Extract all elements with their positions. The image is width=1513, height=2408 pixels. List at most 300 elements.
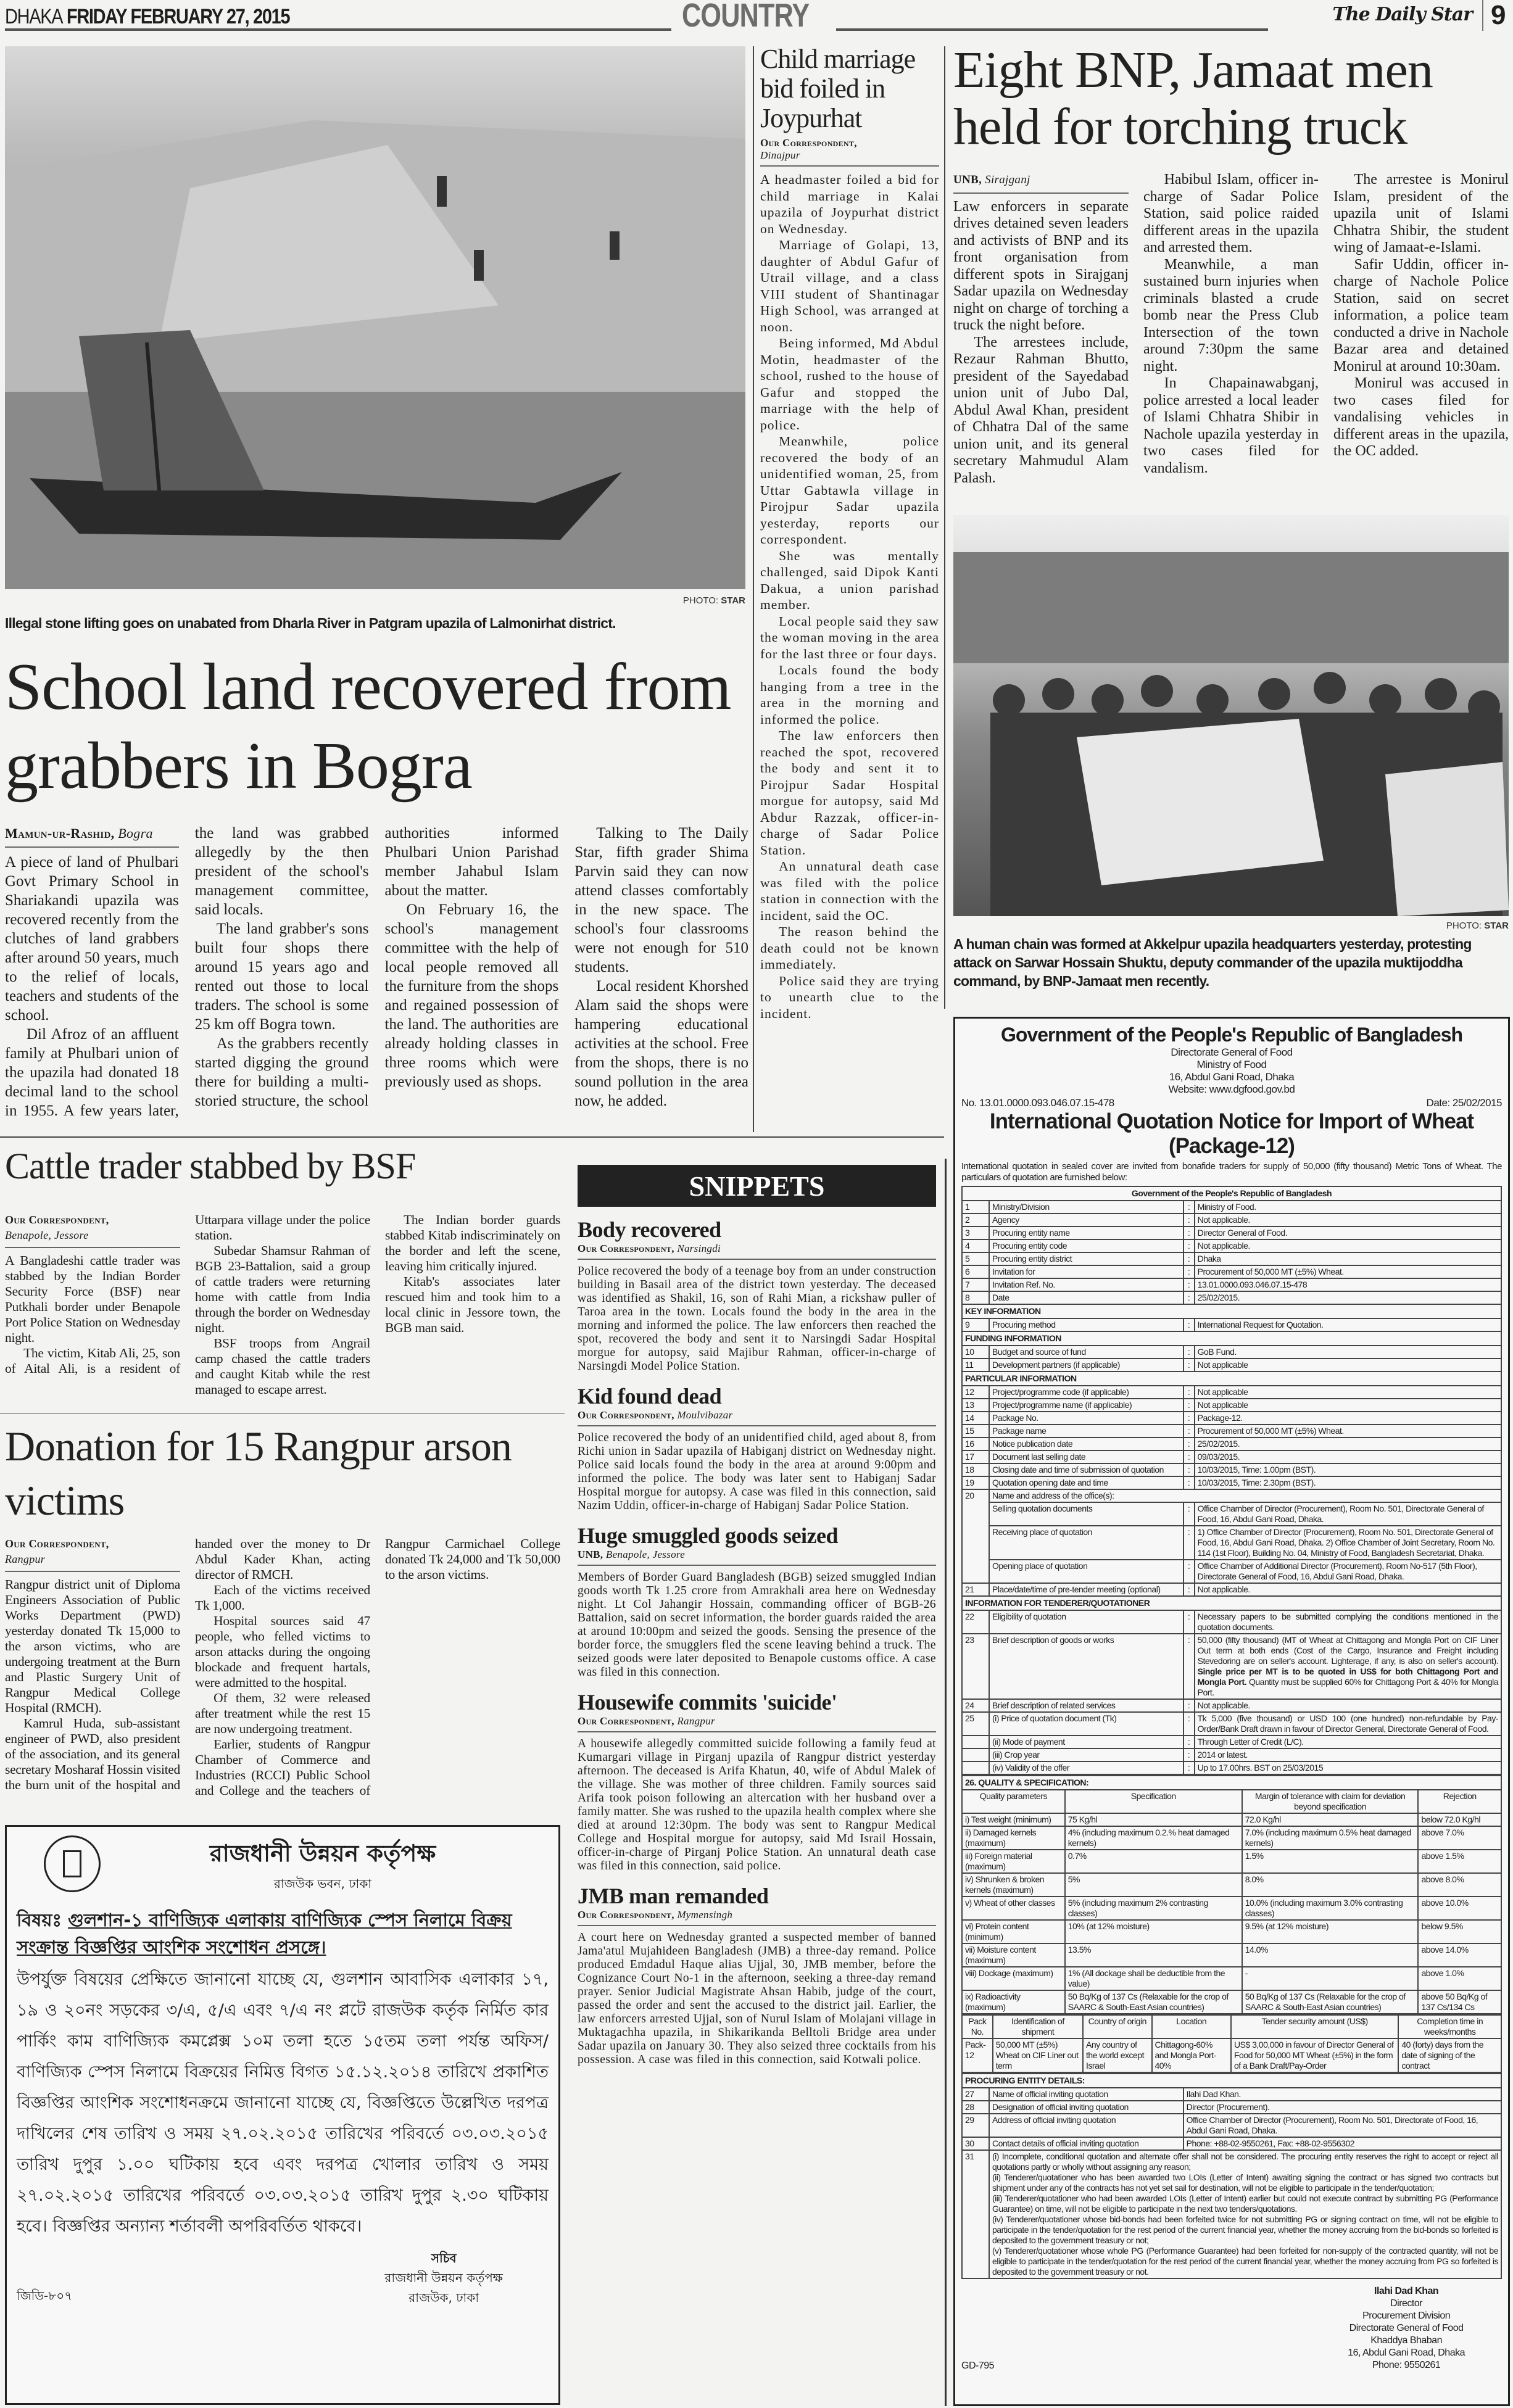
snippet-byline [578, 1715, 936, 1732]
row-number: 7 [962, 1278, 989, 1291]
signature-block [384, 2248, 503, 2307]
snippet-body [578, 1571, 936, 1679]
paragraph: Each of the victims received Tk 1,000. [195, 1583, 370, 1613]
row-number: 18 [962, 1463, 989, 1476]
row-number [962, 1736, 989, 1748]
row-value: Not applicable. [1195, 1239, 1501, 1252]
conditions [989, 2150, 1501, 2278]
row-value: 25/02/2015. [1195, 1438, 1501, 1450]
colon: : [1183, 1502, 1195, 1526]
paragraph: A court here on Wednesday granted a suspected member of banned Jama'atul Mujahideen Bangladesh (JMB) a three-day remand. Police produced Emdadul Haque alias Ujjal, 30, JMB member, before the Cognizance Court No-1 in the afternoon, seeking a three-day remand prayer. Senior Judicial Magistrate Ahsan Habib, judge of the court, passed the order and sent the accused to the district jail. Earlier, the law enforcers arrested Ujjal, son of Nurul Islam of Molajani village in Muktagachha upazila, in Shikarikanda Belltoli Bridge area under Sadar upazila on January 30. They also seized three cocktails from his possession. A case was filed in this connection, said Kotwali police. [578, 1931, 936, 2066]
table-row [962, 1736, 1501, 1748]
dateline: Mymensingh [677, 1909, 733, 1921]
colon: : [1183, 1252, 1195, 1265]
row-value: 09/03/2015. [1195, 1450, 1501, 1463]
dateline: Sirajganj [985, 173, 1030, 186]
row-label: Ministry/Division [989, 1201, 1183, 1214]
notice-intro: International quotation in sealed cover are invited from bonafide traders for supply of 50,000 (fifty thousand) Metric Tons of Wheat. The particulars of quotation are furnished below: [961, 1161, 1502, 1183]
row-number: 13 [962, 1399, 989, 1412]
photo-illustration [953, 515, 1509, 916]
paragraph: Law enforcers in separate drives detained seven leaders and activists of BNP and its front organisation from different spots in Sirajganj Sadar upazila on Wednesday night on charge of torching a truck the night before. [953, 198, 1129, 333]
table-cell: 4% (including maximum 0.2.% heat damaged kernels) [1065, 1826, 1242, 1850]
row-number: 6 [962, 1265, 989, 1278]
row-label: Agency [989, 1214, 1183, 1227]
row-number: 8 [962, 1291, 989, 1304]
section-row [962, 1776, 1501, 1790]
row-value: Through Letter of Credit (L/C). [1195, 1736, 1501, 1748]
table-cell: 10.0% (including maximum 3.0% contrasting classes) [1242, 1897, 1419, 1920]
package-title: (Package-12) [1169, 1134, 1295, 1158]
row-number: 22 [962, 1610, 989, 1634]
table-row [962, 1214, 1501, 1227]
row-value: Not applicable. [1195, 1583, 1501, 1596]
paragraph: Meanwhile, police recovered the body of an unidentified woman, 25, from Uttar Gabtawla village in Pirojpur Sadar upazila yesterday, reports our correspondent. [760, 434, 939, 547]
column-header: Identification of shipment [993, 2015, 1083, 2038]
paragraph: She was mentally challenged, said Dipok Kanti Dakua, a union parishad member. [760, 548, 939, 612]
snippet-headline[interactable]: JMB man remanded [578, 1884, 769, 1908]
dateline: Benapole, Jessore [5, 1229, 89, 1241]
table-cell: 75 Kg/hl [1065, 1813, 1242, 1826]
dateline: Rangpur [5, 1553, 46, 1565]
row-number: 4 [962, 1239, 989, 1252]
table-row [962, 1346, 1501, 1359]
paragraph: In Chapainawabganj, police arrested a local leader of Islami Chhatra Shibir in Nachole upazila yesterday in two cases filed for vandalism. [1143, 375, 1319, 476]
table-row [962, 1265, 1501, 1278]
table-cell: below 9.5% [1418, 1920, 1501, 1943]
paragraph: The victim, Kitab Ali, 25, son of Aital Ali, is a resident of Uttarpara village under the police station. [5, 1212, 370, 1376]
table-cell: above 7.0% [1418, 1826, 1501, 1850]
paragraph: Local resident Khorshed Alam said the shops were hampering educational activities at the school. Free from the shops, there is no sound pollution in the area now, he added. [574, 978, 748, 1109]
article-body [5, 824, 748, 1129]
row-label: Brief description of goods or works [989, 1634, 1183, 1699]
row-number [962, 1748, 989, 1761]
article-bnp [953, 172, 1509, 499]
row-value: Not applicable [1195, 1386, 1501, 1399]
paragraph: Local people said they saw the woman moving in the area for the last three or four days. [760, 613, 939, 661]
row-number: 31 [962, 2150, 989, 2278]
quotation-particulars-table [961, 1186, 1502, 1775]
row-number: 2 [962, 1214, 989, 1227]
row-label: Procuring entity name [989, 1227, 1183, 1239]
table-cell: 50,000 MT (±5%) Wheat on CIF Liner out term [993, 2038, 1083, 2072]
row-value-emphasis: Single price per MT is to be quoted in US$ for both Chittagong Port and Mongla Port. [1197, 1666, 1498, 1687]
colon: : [1183, 1712, 1195, 1736]
human-chain-photo [953, 515, 1509, 916]
row-number: 1 [962, 1201, 989, 1214]
dateline: Moulvibazar [677, 1409, 733, 1421]
snippet-item [578, 1217, 936, 1373]
article-child-marriage [760, 44, 939, 1130]
header-row [962, 2015, 1501, 2038]
table-cell: vii) Moisture content (maximum) [962, 1943, 1065, 1967]
row-label: (ii) Mode of payment [989, 1736, 1183, 1748]
author: Our Correspondent, [5, 1214, 109, 1226]
colon: : [1183, 1412, 1195, 1425]
table-cell: above 8.0% [1418, 1873, 1501, 1897]
table-cell: Chittagong-60% and Mongla Port-40% [1152, 2038, 1232, 2072]
table-row [962, 1450, 1501, 1463]
snippet-item [578, 1383, 936, 1513]
column-header: Specification [1065, 1790, 1242, 1813]
article-headline[interactable]: Donation for 15 Rangpur arson victims [5, 1423, 512, 1524]
table-cell: ix) Radioactivity (maximum) [962, 1990, 1065, 2014]
column-header: Location [1152, 2015, 1232, 2038]
row-value: Not applicable. [1195, 1699, 1501, 1712]
paragraph: Police recovered the body of an unidentified child, aged about 8, from Richi union in Sadar upazila of Habiganj district on Wednesday night. Police said locals found the body in the area at around 9:00pm and informed the police. The body was later sent to Habiganj Sadar Hospital morgue for autopsy. A case was filed in this connection, said Nazim Uddin, officer-in-charge of Habiganj Sadar Police Station. [578, 1431, 936, 1512]
snippet-item [578, 1523, 936, 1679]
row-value-extra: Quantity must be supplied 60% for Chittagong Port & 40% for Mongla Port. [1197, 1677, 1498, 1697]
section-row [962, 1304, 1501, 1318]
condition-item: (v) Tenderer/quotationer whose whole PG (Performance Guarantee) had been forfeited for non-supply of the contracted quantity, will not be eligible to participate in the tender/quotation for the rest period of the current financial year, whether the money accruing from PG so forfeited is deposited to the government treasury or not. [992, 2246, 1498, 2277]
author: Our Correspondent, [578, 1409, 674, 1421]
table-cell: ii) Damaged kernels (maximum) [962, 1826, 1065, 1850]
header-row [962, 1790, 1501, 1813]
table-row [962, 1359, 1501, 1372]
row-label: Package No. [989, 1412, 1183, 1425]
table-row [962, 1583, 1501, 1596]
table-cell: 5% (including maximum 2% contrasting classes) [1065, 1897, 1242, 1920]
colon: : [1183, 1634, 1195, 1699]
paragraph: Police recovered the body of a teenage boy from an under construction building in Basail area of the district town yesterday. The deceased was identified as Shakil, 16, son of Rahi Mian, a rickshaw puller of Taroa area in the town. Locals found the body in the area in the morning and informed the police. The law enforcers then reached the spot, recovered the body and sent it to Narsingdi Sadar Hospital morgue for autopsy, said Majibur Rahman, officer-in-charge of Narsingdi Model Police Station. [578, 1265, 936, 1373]
row-value: Director (Procurement). [1183, 2101, 1501, 2114]
section-row [962, 1596, 1501, 1610]
table-cell: iv) Shrunken & broken kernels (maximum) [962, 1873, 1065, 1897]
table-cell: 1.5% [1242, 1850, 1419, 1873]
row-label: (iv) Validity of the offer [989, 1761, 1183, 1774]
edition-day: FRIDAY FEBRUARY 27, 2015 [66, 5, 290, 28]
row-value: Not applicable. [1195, 1214, 1501, 1227]
condition-item: (iii) Tenderer/quotationer who had been awarded LOIs (Letter of Intent) earlier but could not execute contract by submitting PG (Performance Guarantee) on time, will not be eligible to participate in the next two tenders/quotations. [992, 2193, 1498, 2214]
row-label: (i) Price of quotation document (Tk) [989, 1712, 1183, 1736]
row-label: (iii) Crop year [989, 1748, 1183, 1761]
snippet-body [578, 1931, 936, 2067]
row-label: Document last selling date [989, 1450, 1183, 1463]
row-number: 28 [962, 2101, 989, 2114]
row-label: Place/date/time of pre-tender meeting (optional) [989, 1583, 1183, 1596]
article-headline[interactable]: Cattle trader stabbed by BSF [5, 1146, 416, 1186]
snippet-body [578, 1265, 936, 1373]
page-number: 9 [1482, 0, 1506, 31]
row-number: 21 [962, 1583, 989, 1596]
table-cell: vi) Protein content (minimum) [962, 1920, 1065, 1943]
table-cell: i) Test weight (minimum) [962, 1813, 1065, 1826]
table-cell: US$ 3,00,000 in favour of Director General of Food for 50,000 MT Wheat (±5%) in the form of a Bank Draft/Pay-Order [1231, 2038, 1398, 2072]
row-label: Receiving place of quotation [989, 1526, 1183, 1560]
paragraph: Police said they are trying to unearth clue to the incident. [760, 973, 939, 1021]
column-divider [944, 46, 945, 1009]
row-number: 15 [962, 1425, 989, 1438]
table-cell: above 10.0% [1418, 1897, 1501, 1920]
procuring-entity-table [961, 2073, 1502, 2279]
table-row [962, 1318, 1501, 1331]
article-headline[interactable]: School land recovered from grabbers in Bogra [5, 650, 731, 803]
row-number: 9 [962, 1318, 989, 1331]
notice-body: উপর্যুক্ত বিষয়ের প্রেক্ষিতে জানানো যাচ্ছে যে, গুলশান আবাসিক এলাকার ১৭, ১৯ ও ২০নং সড়কের ৩/এ, ৫/এ এবং ৭/এ নং প্লটে রাজউক কর্তৃক নির্মিত কার পার্কিং কাম বাণিজ্যিক কমপ্লেক্স ১০ম তলা হতে ১৫তম তলা পর্যন্ত অফিস/বাণিজ্যিক স্পেস নিলামে বিক্রয়ের নিমিত্ত বিগত ১৫.১২.২০১৪ তারিখে প্রকাশিত বিজ্ঞপ্তির আংশিক সংশোধনক্রমে জানানো যাচ্ছে যে, বিজ্ঞপ্তিতে উল্লেখিত দরপত্র দাখিলের শেষ তারিখ ও সময় ২৭.০২.২০১৫ তারিখের পরিবর্তে ০৩.০৩.২০১৫ তারিখ দুপুর ১.০০ ঘটিকায় হবে এবং দরপত্র খোলার তারিখ ও সময় ২৭.০২.২০১৫ তারিখের পরিবর্তে ০৩.০৩.২০১৫ তারিখ দুপুর ২.৩০ ঘটিকায় হবে। বিজ্ঞপ্তির অন্যান্য শর্তাবলী অপরিবর্তিত থাকবে। [17, 1970, 549, 2236]
snippet-body [578, 1737, 936, 1873]
table-row [962, 1252, 1501, 1265]
row-number: 20 [962, 1489, 989, 1583]
paragraph: Of them, 32 were released after treatment while the rest 15 are now undergoing treatment. [195, 1690, 370, 1736]
package-table [961, 2014, 1502, 2073]
table-row [962, 1386, 1501, 1399]
paragraph: Habibul Islam, officer in-charge of Sadar Police Station, said police raided different areas in the upazila and arrested them. [1143, 172, 1319, 255]
row-value: Office Chamber of Additional Director (Procurement), Room No-517 (5th Floor), Directorate General of Food, 16, Abdul Gani Road, Dhaka. [1195, 1560, 1501, 1583]
text-line: 16, Abdul Gani Road, Dhaka [1348, 2348, 1465, 2358]
paragraph: Safir Uddin, officer in-charge of Nachole Police Station, said on secret information, a police team conducted a drive in Nachole Bazar area and detained Monirul at around 10:30am. [1333, 256, 1509, 374]
text-line: Khaddya Bhaban [1370, 2335, 1442, 2346]
snippet-list [578, 1217, 936, 2067]
paragraph: The land grabber's sons built four shops there around 15 years ago and rented out those to local traders. The school is some 25 km off Bogra town. [194, 921, 369, 1033]
colon: : [1183, 1450, 1195, 1463]
author: UNB, [953, 173, 982, 186]
table-row [962, 1920, 1501, 1943]
row-value: Phone: +88-02-9550261, Fax: +88-02-9556302 [1183, 2137, 1501, 2150]
row-value: Package-12. [1195, 1412, 1501, 1425]
row-label: Eligibility of quotation [989, 1610, 1183, 1634]
paragraph: Meanwhile, a man sustained burn injuries when criminals blasted a crude bomb near the Press Club Intersection of the town around 7:30pm the same night. [1143, 256, 1319, 374]
paragraph: The reason behind the death could not be known immediately. [760, 924, 939, 972]
table-row [962, 1897, 1501, 1920]
column-header: Margin of tolerance with claim for deviation beyond specification [1242, 1790, 1419, 1813]
snippet-headline[interactable]: Kid found dead [578, 1384, 722, 1409]
snippet-item [578, 1689, 936, 1873]
table-cell: below 72.0 Kg/hl [1418, 1813, 1501, 1826]
row-label: Budget and source of fund [989, 1346, 1183, 1359]
paragraph: On February 16, the school's management committee with the help of local people removed all the furniture from the shops and regained possession of the land. The authorities are already holding classes in three rooms which were previously used as shops. [384, 901, 559, 1090]
row-value: 13.01.0000.093.046.07.15-478 [1195, 1278, 1501, 1291]
colon: : [1183, 1526, 1195, 1560]
table-cell: 50 Bq/Kg of 137 Cs (Relaxable for the crop of SAARC & South-East Asian countries) [1065, 1990, 1242, 2014]
snippet-headline[interactable]: Huge smuggled goods seized [578, 1523, 839, 1548]
row-label: Date [989, 1291, 1183, 1304]
table-cell: 40 (forty) days from the date of signing of the contract [1398, 2038, 1501, 2072]
colon: : [1183, 1346, 1195, 1359]
paragraph: The arrestee is Monirul Islam, president of the upazila unit of Islami Chhatra Shibir, the student wing of Jamaat-e-Islami. [1333, 172, 1509, 255]
article-donation [5, 1536, 560, 1808]
signatory-place: রাজউক, ঢাকা [408, 2290, 479, 2305]
row-value: Dhaka [1195, 1252, 1501, 1265]
snippet-item [578, 1883, 936, 2067]
column-header: Quality parameters [962, 1790, 1065, 1813]
author: Our Correspondent, [5, 1537, 109, 1550]
paragraph: Locals found the body hanging from a tree in the area in the morning and informed the police. [760, 663, 939, 727]
row-label: Quotation opening date and time [989, 1476, 1183, 1489]
paragraph: Members of Border Guard Bangladesh (BGB) seized smuggled Indian goods worth Tk 1.25 crore from Amrakhali area here on Wednesday night. Lt Col Jahangir Hossain, commanding officer of BGB-26 Battalion, said on secret information, the border guards raided the area at around 10:00pm and seized the goods. Sensing the presence of the border force, the smugglers fled the scene leaving behind a truck. The seized goods were later deposited to Benapole customs office. A case was filed in this connection. [578, 1571, 936, 1679]
row-value: 10/03/2015, Time: 1.00pm (BST). [1195, 1463, 1501, 1476]
photo-credit [555, 595, 745, 606]
row-value: Tk 5,000 (five thousand) or USD 100 (one hundred) non-refundable by Pay-Order/Bank Draft drawn in favour of Director General, Directorate General of Food. [1195, 1712, 1501, 1736]
table-row [962, 1412, 1501, 1425]
author: Our Correspondent, [578, 1715, 674, 1727]
row-number: 30 [962, 2137, 989, 2150]
row-label: Brief description of related services [989, 1699, 1183, 1712]
table-cell: viii) Dockage (maximum) [962, 1967, 1065, 1990]
edition-date [5, 5, 289, 29]
credit-source: STAR [1484, 921, 1509, 931]
table-row [962, 1748, 1501, 1761]
colon: : [1183, 1214, 1195, 1227]
snippet-byline [578, 1409, 936, 1426]
signatory-org: রাজধানী উন্নয়ন কর্তৃপক্ষ [384, 2270, 503, 2285]
header-rule-left [5, 28, 671, 31]
table-row [962, 2137, 1501, 2150]
table-row [962, 2038, 1501, 2072]
credit-source: STAR [721, 595, 745, 606]
section-row [962, 1331, 1501, 1346]
colon: : [1183, 1583, 1195, 1596]
row-value: Procurement of 50,000 MT (±5%) Wheat. [1195, 1425, 1501, 1438]
row-number: 16 [962, 1438, 989, 1450]
row-number: 10 [962, 1346, 989, 1359]
article-body [953, 172, 1509, 499]
table-cell: 5% [1065, 1873, 1242, 1897]
section-title: COUNTRY [682, 0, 810, 34]
article-byline [5, 1212, 180, 1248]
table-row [962, 1990, 1501, 2014]
row-label: Development partners (if applicable) [989, 1359, 1183, 1372]
newspaper-logo: The Daily Star [1332, 4, 1472, 25]
signatory-title: সচিব [431, 2251, 457, 2265]
table-cell: v) Wheat of other classes [962, 1897, 1065, 1920]
table-subrow [962, 1502, 1501, 1526]
snippet-byline [578, 1243, 936, 1260]
paragraph: The arrestees include, Rezaur Rahman Bhutto, president of the Sayedabad union unit of Jubo Dal, Abdul Awal Khan, president of Chhatra Dal of the same union unit, and its general secretary Mahmudul Alam Palash. [953, 334, 1129, 486]
section-label: PARTICULAR INFORMATION [962, 1372, 1501, 1386]
snippet-body [578, 1431, 936, 1513]
author: Mamun-ur-Rashid, [5, 825, 115, 841]
row-number: 14 [962, 1412, 989, 1425]
colon: : [1183, 1748, 1195, 1761]
header-rule-right [836, 28, 1268, 31]
article-cattle-trader [5, 1212, 560, 1404]
text-line: Website: www.dgfood.gov.bd [1168, 1083, 1295, 1095]
table-cell: above 1.5% [1418, 1850, 1501, 1873]
photo-illustration [5, 46, 745, 589]
paragraph: Monirul was accused in two cases filed for vandalising vehicles in different areas in the upazila, the OC added. [1333, 375, 1509, 459]
paragraph: Hospital sources said 47 people, who felled victims to arson attacks during the ongoing blockade and frequent hartals, were admitted to the hospital. [195, 1613, 370, 1690]
paragraph: A Bangladeshi cattle trader was stabbed by the Indian Border Security Force (BSF) near Putkhali border under Benapole Port Police Station on Wednesday night. [5, 1253, 180, 1345]
row-value: GoB Fund. [1195, 1346, 1501, 1359]
article-headline[interactable]: Eight BNP, Jamaat men held for torching truck [953, 41, 1433, 155]
colon: : [1183, 1438, 1195, 1450]
article-byline [5, 1536, 180, 1572]
notice-subject: গুলশান-১ বাণিজ্যিক এলাকায় বাণিজ্যিক স্পেস নিলামে বিক্রয় সংক্রান্ত বিজ্ঞপ্তির আংশিক সংশোধন প্রসঙ্গে। [17, 1909, 512, 1958]
table-row [962, 1227, 1501, 1239]
row-value: Director General of Food. [1195, 1227, 1501, 1239]
row-label: Invitation Ref. No. [989, 1278, 1183, 1291]
table-cell: above 14.0% [1418, 1943, 1501, 1967]
table-cell: 72.0 Kg/hl [1242, 1813, 1419, 1826]
row-value: 2014 or latest. [1195, 1748, 1501, 1761]
rajuk-notice [5, 1825, 560, 2405]
photo-caption: Illegal stone lifting goes on unabated from Dharla River in Patgram upazila of Lalmonirhat district. [5, 615, 616, 631]
notice-issuer: রাজধানী উন্নয়ন কর্তৃপক্ষ [209, 1840, 436, 1867]
row-number: 19 [962, 1476, 989, 1489]
table-row [962, 1278, 1501, 1291]
colon: : [1183, 1610, 1195, 1634]
snippet-headline[interactable]: Housewife commits 'suicide' [578, 1690, 837, 1715]
colon: : [1183, 1359, 1195, 1372]
row-number: 25 [962, 1712, 989, 1736]
dateline: Rangpur [677, 1715, 715, 1727]
row-label: Project/programme name (if applicable) [989, 1399, 1183, 1412]
dateline: Dinajpur [760, 149, 800, 161]
snippets-title: SNIPPETS [578, 1165, 936, 1207]
table-row [962, 1476, 1501, 1489]
row-label: Procuring entity district [989, 1252, 1183, 1265]
table-cell: 8.0% [1242, 1873, 1419, 1897]
snippet-headline[interactable]: Body recovered [578, 1217, 721, 1242]
table-row [962, 2088, 1501, 2101]
table-cell: 10% (at 12% moisture) [1065, 1920, 1242, 1943]
table-cell: 1% (All dockage shall be deductible from the value) [1065, 1967, 1242, 1990]
table-cell: 50 Bq/Kg of 137 Cs (Relaxable for the crop of SAARC & South-East Asian countries) [1242, 1990, 1419, 2014]
row-number: 5 [962, 1252, 989, 1265]
ad-code: জিডি-৮০৭ [17, 2288, 73, 2303]
paragraph: The law enforcers then reached the spot, recovered the body and sent it to Pirojpur Sadar Hospital morgue for autopsy, said Md Abdur Razzak, officer-in-charge of Sadar Police Station. [760, 728, 939, 858]
table-row [962, 2114, 1501, 2137]
table-row [962, 1201, 1501, 1214]
table-cell: Pack-12 [962, 2038, 993, 2072]
rajuk-seal-icon [44, 1835, 101, 1892]
author: Our Correspondent, [578, 1243, 674, 1254]
table-row [962, 1399, 1501, 1412]
text-line: Procurement Division [1362, 2311, 1451, 2321]
quality-spec-table [961, 1775, 1502, 2014]
author: Our Correspondent, [578, 1909, 674, 1921]
row-value: Not applicable [1195, 1359, 1501, 1372]
colon: : [1183, 1265, 1195, 1278]
photo-caption: A human chain was formed at Akkelpur upazila headquarters yesterday, protesting attack on Sarwar Hossain Shuktu, deputy commander of the upazila muktijoddha command, by BNP-Jamaat men recently. [953, 936, 1472, 989]
author: UNB, [578, 1549, 603, 1560]
text-line: 16, Abdul Gani Road, Dhaka [1169, 1071, 1295, 1083]
table-row [962, 1967, 1501, 1990]
table-row [962, 1761, 1501, 1774]
text-line: Directorate General of Food [1171, 1046, 1293, 1058]
table-cell: iii) Foreign material (maximum) [962, 1850, 1065, 1873]
row-label: Procuring method [989, 1318, 1183, 1331]
text-line: Ilahi Dad Khan [1374, 2286, 1439, 2296]
colon: : [1183, 1463, 1195, 1476]
paragraph: A headmaster foiled a bid for child marriage in Kalai upazila of Joypurhat district on Wednesday. [760, 172, 939, 236]
colon: : [1183, 1227, 1195, 1239]
table-subrow [962, 1526, 1501, 1560]
row-label: Address of official inviting quotation [989, 2114, 1183, 2137]
row-number: 3 [962, 1227, 989, 1239]
table-cell: 7.0% (including maximum 0.5% heat damaged kernels) [1242, 1826, 1419, 1850]
paragraph: An unnatural death case was filed with the police station in connection with the incident, said the OC. [760, 859, 939, 923]
table-cell: - [1242, 1967, 1419, 1990]
dateline: Benapole, Jessore [605, 1549, 686, 1560]
article-headline[interactable]: Child marriage bid foiled in Joypurhat [760, 44, 916, 133]
row-number: 12 [962, 1386, 989, 1399]
table-row [962, 1699, 1501, 1712]
table-row [962, 2150, 1501, 2278]
condition-item: (i) Incomplete, conditional quotation and alternate offer shall not be considered. The procuring entity reserves the right to accept or reject all quotations partly or wholly without assigning any reason; [992, 2151, 1498, 2172]
table-row [962, 1826, 1501, 1850]
table-cell: above 50 Bq/Kg of 137 Cs/134 Cs [1418, 1990, 1501, 2014]
issuer-address: রাজউক ভবন, ঢাকা [273, 1876, 372, 1891]
photo-credit [1296, 921, 1509, 931]
edition-city: DHAKA [5, 5, 63, 28]
notice-title: International Quotation Notice for Import of Wheat [989, 1109, 1474, 1133]
colon: : [1183, 1318, 1195, 1331]
row-label: Name and address of the office(s): [989, 1489, 1501, 1502]
table-cell: 14.0% [1242, 1943, 1419, 1967]
table-row [962, 1463, 1501, 1476]
colon: : [1183, 1699, 1195, 1712]
row-value: Ministry of Food. [1195, 1201, 1501, 1214]
